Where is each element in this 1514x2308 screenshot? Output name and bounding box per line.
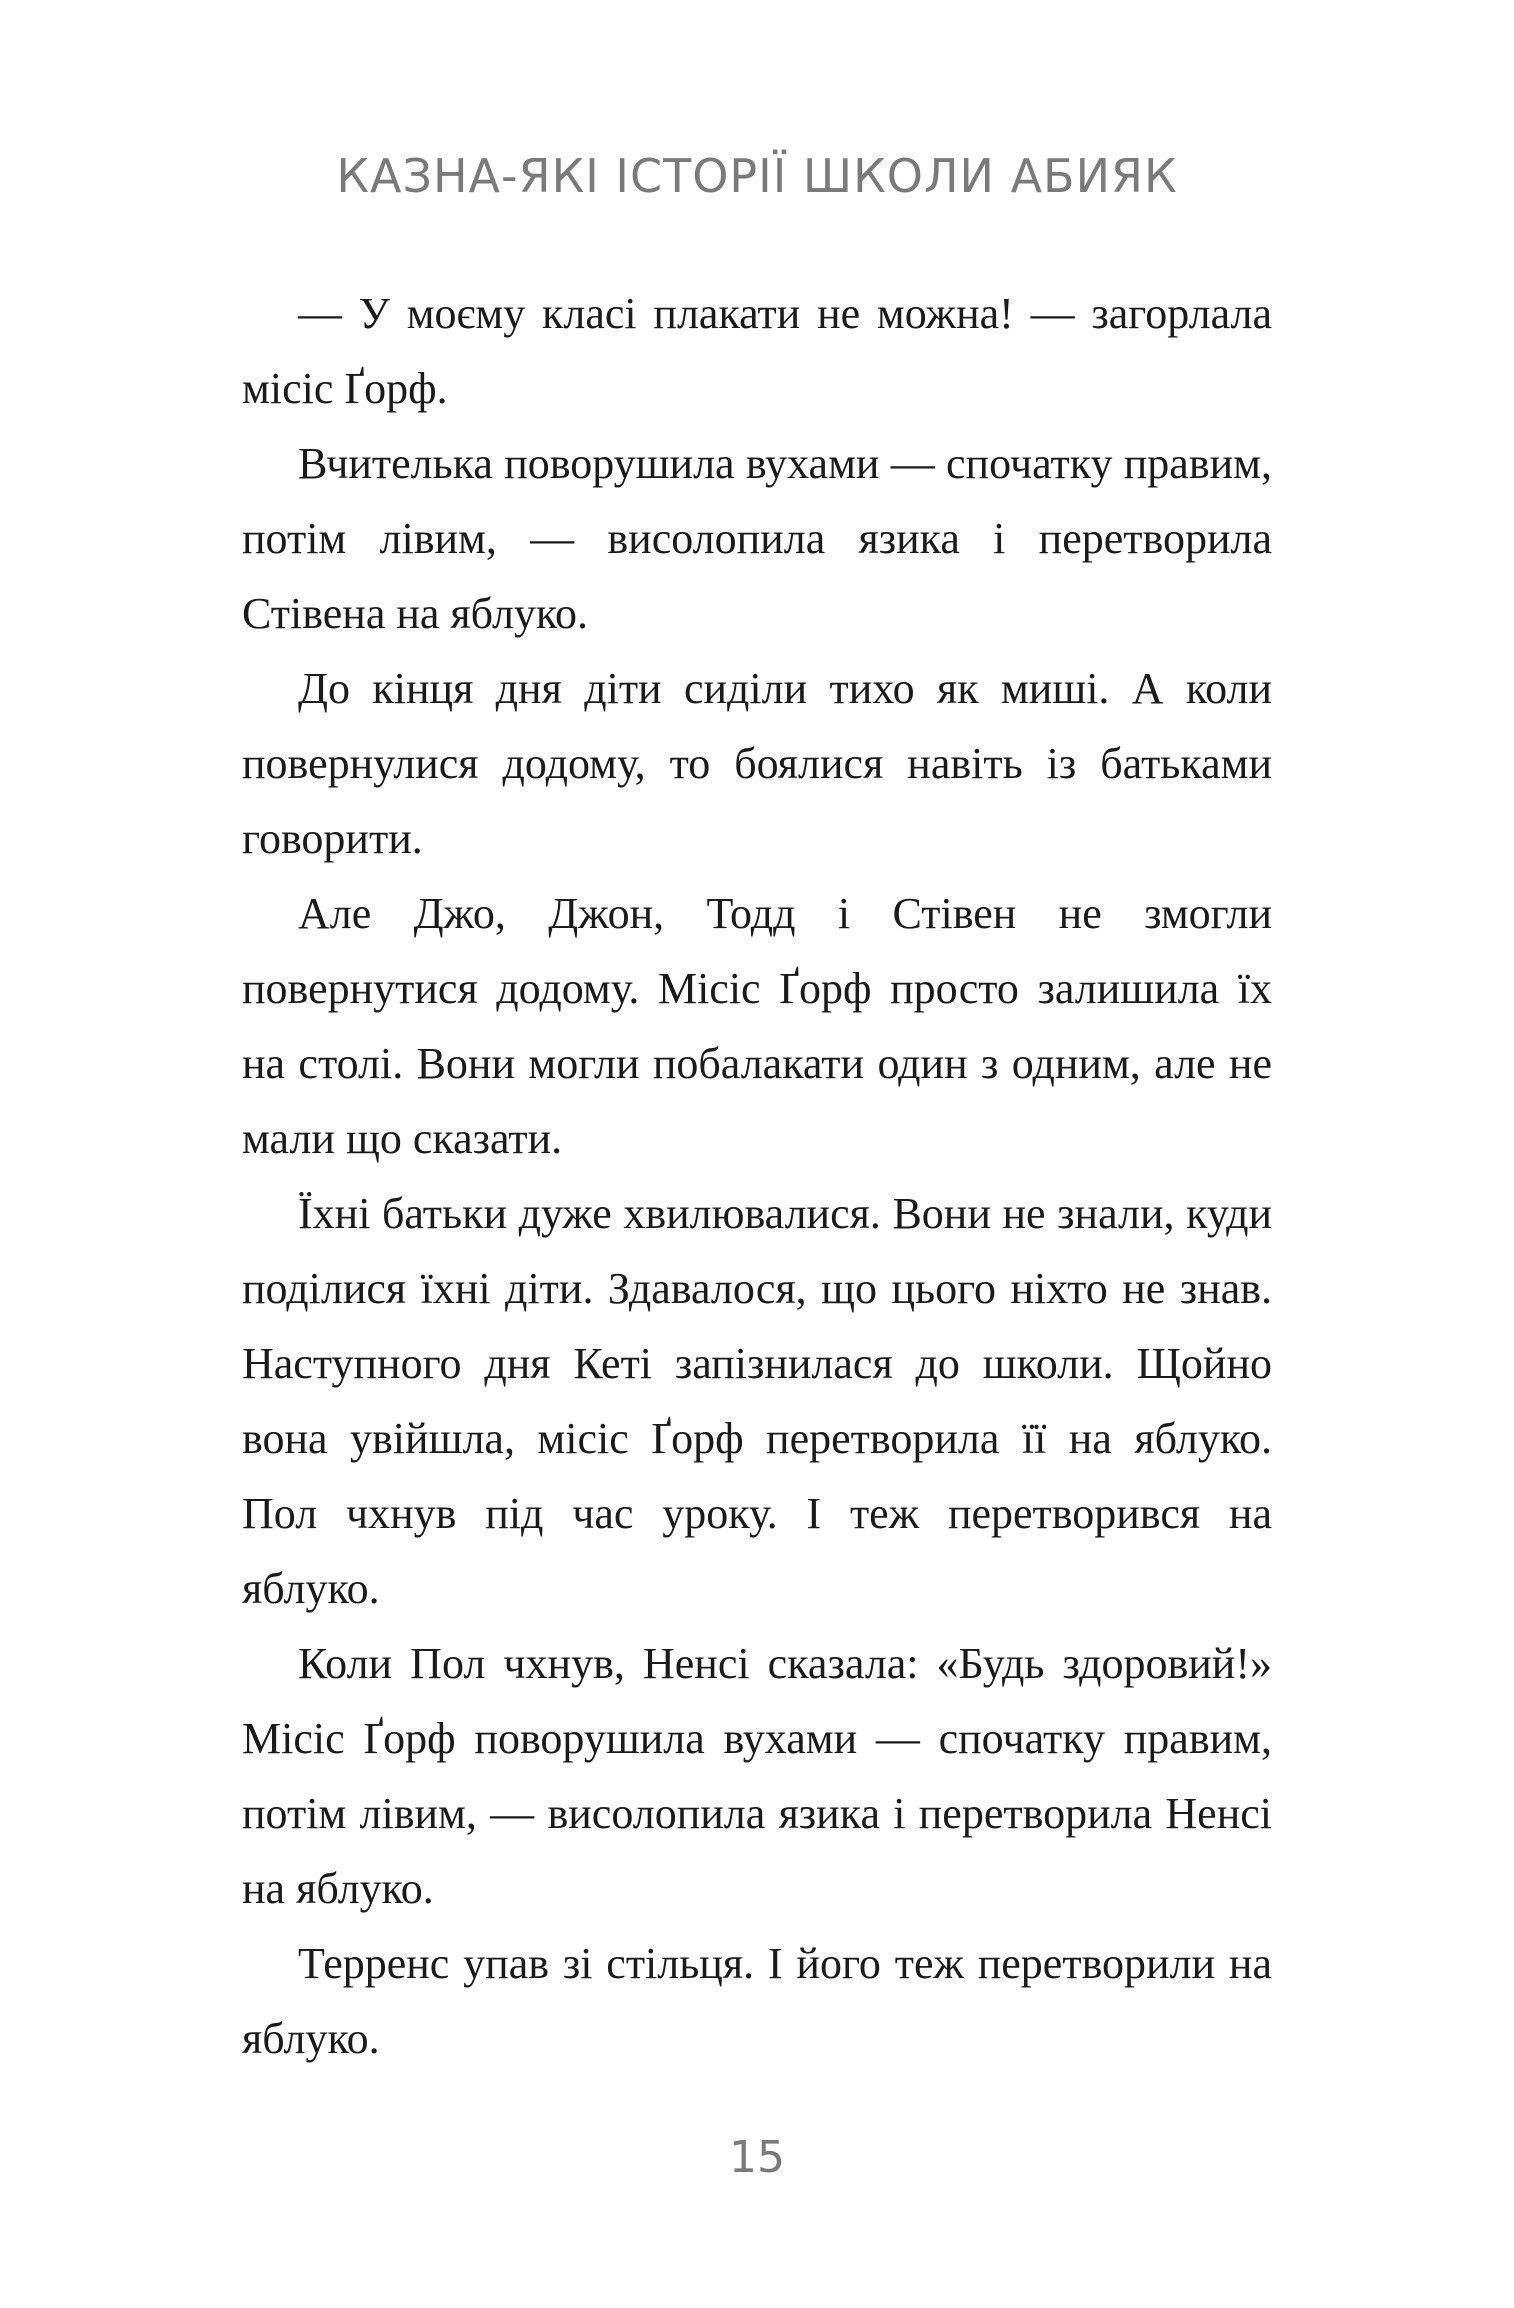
paragraph: До кінця дня діти сиділи тихо як миші. А коли повернулися додому, то боялися навіть із батьками говорити. <box>242 664 1272 863</box>
paragraph: — У моєму класі плакати не можна! — загорлала місіс Ґорф. <box>242 289 1272 413</box>
paragraph: Вчителька поворушила вухами — спочатку правим, потім лівим, — висолопила язика і перетворила Стівена на яблуко. <box>242 439 1272 638</box>
paragraph: Терренс упав зі стільця. І його теж перетворили на яблуко. <box>242 1939 1272 2063</box>
page-number: 15 <box>729 2132 785 2183</box>
body-text <box>242 276 1272 2076</box>
paragraph: Їхні батьки дуже хвилювалися. Вони не знали, куди поділися їхні діти. Здавалося, що цього ніхто не знав. Наступного дня Кеті запізнилася до школи. Щойно вона увійшла, місіс Ґорф перетворила її на яблуко. Пол чхнув під час уроку. І теж перетворився на яблуко. <box>242 1189 1272 1613</box>
paragraph: Але Джо, Джон, Тодд і Стівен не змогли повернутися додому. Місіс Ґорф просто залишила їх на столі. Вони могли побалакати один з одним, але не мали що сказати. <box>242 889 1272 1163</box>
paragraph: Коли Пол чхнув, Ненсі сказала: «Будь здоровий!» Місіс Ґорф поворушила вухами — спочатку правим, потім лівим, — висолопила язика і перетворила Ненсі на яблуко. <box>242 1639 1272 1913</box>
running-title: КАЗНА-ЯКІ ІСТОРІЇ ШКОЛИ АБИЯК <box>336 149 1178 203</box>
